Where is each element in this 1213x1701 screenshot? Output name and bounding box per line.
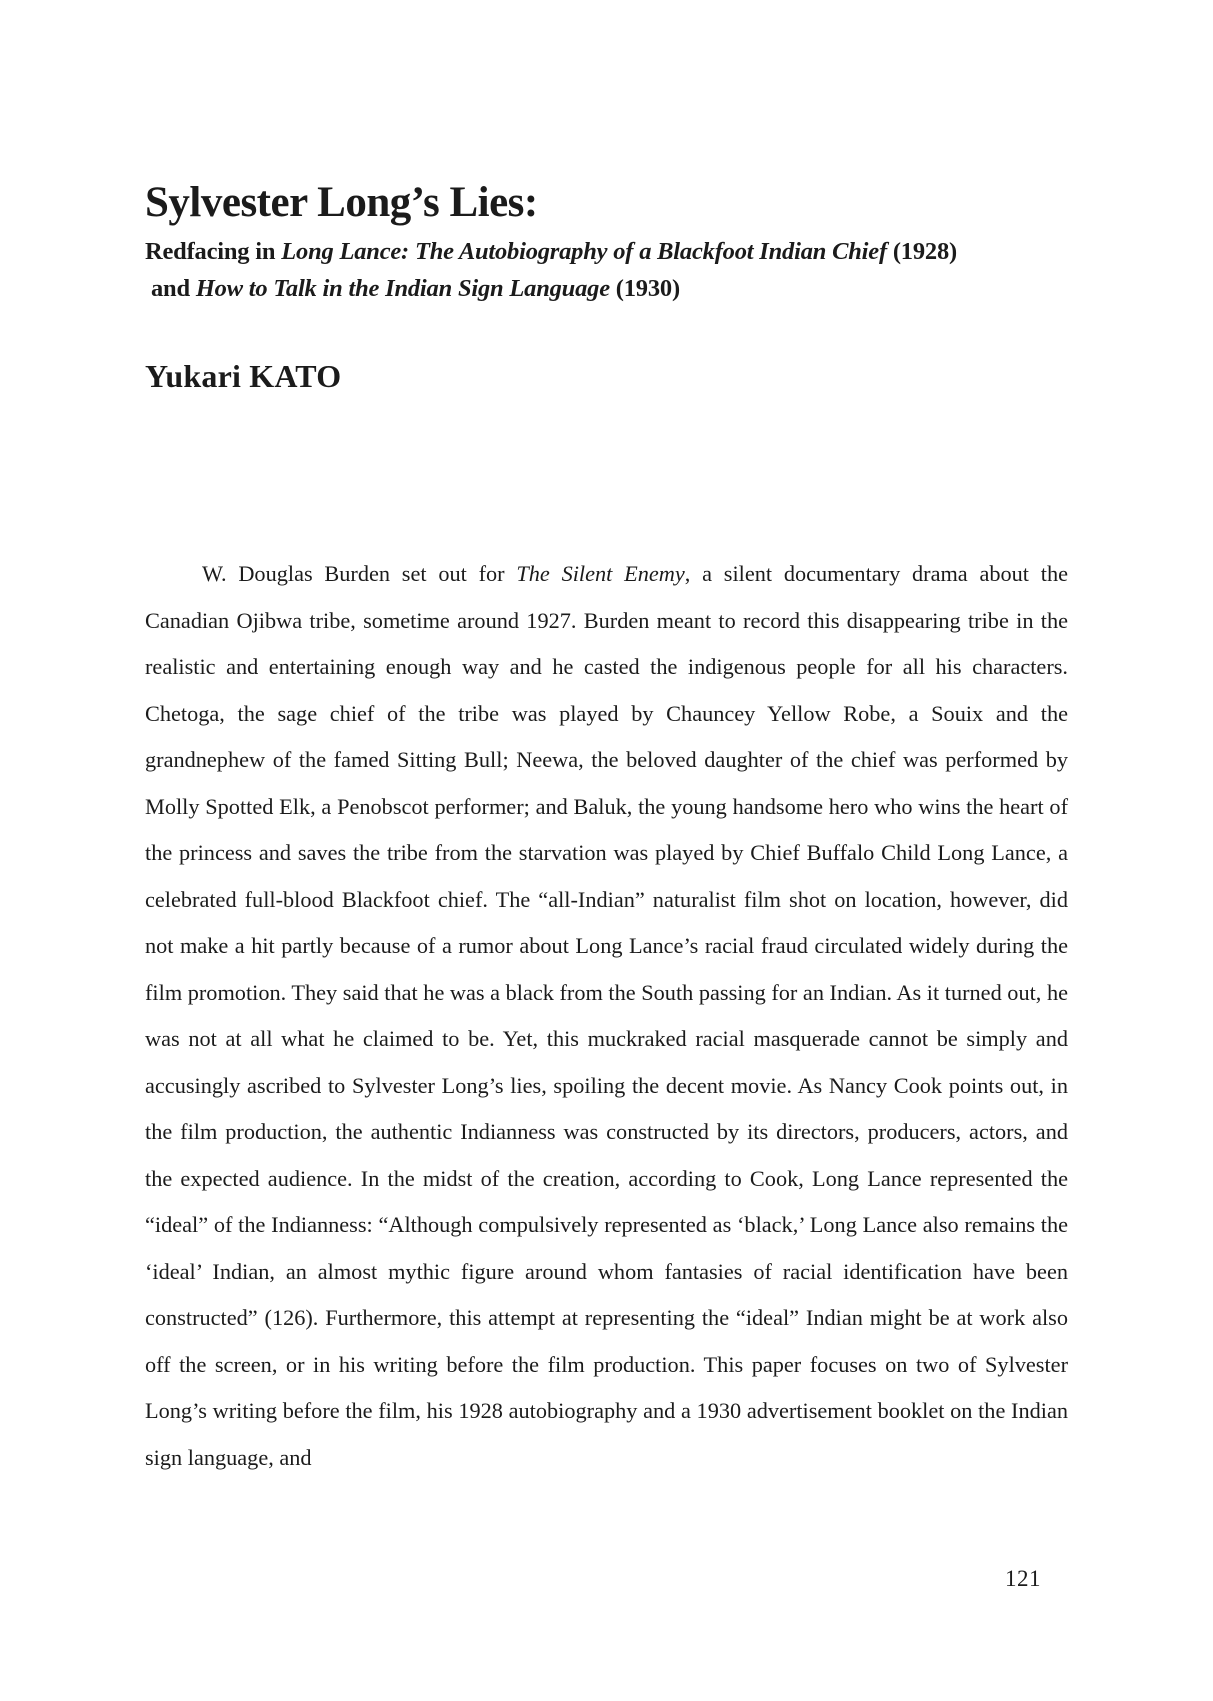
page-number: 121 <box>1005 1566 1041 1591</box>
body-paragraph: W. Douglas Burden set out for The Silent Enemy, a silent documentary drama about the Canadian Ojibwa tribe, sometime around 1927. Burden meant to record this disappearing tribe in the realistic and entertaining enough way and he casted the indigenous people for all his characters. Chetoga, the sage chief of the tribe was played by Chauncey Yellow Robe, a Souix and the grandnephew of the famed Sitting Bull; Neewa, the beloved daughter of the chief was performed by Molly Spotted Elk, a Penobscot performer; and Baluk, the young handsome hero who wins the heart of the princess and saves the tribe from the starvation was played by Chief Buffalo Child Long Lance, a celebrated full-blood Blackfoot chief. The “all-Indian” naturalist film shot on location, however, did not make a hit partly because of a rumor about Long Lance’s racial fraud circulated widely during the film promotion. They said that he was a black from the South passing for an Indian. As it turned out, he was not at all what he claimed to be. Yet, this muckraked racial masquerade cannot be simply and accusingly ascribed to Sylvester Long’s lies, spoiling the decent movie. As Nancy Cook points out, in the film production, the authentic Indianness was constructed by its directors, producers, actors, and the expected audience. In the midst of the creation, according to Cook, Long Lance represented the “ideal” of the Indianness: “Although compulsively represented as ‘black,’ Long Lance also remains the ‘ideal’ Indian, an almost mythic figure around whom fantasies of racial identification have been constructed” (126). Furthermore, this attempt at representing the “ideal” Indian might be at work also off the screen, or in his writing before the film production. This paper focuses on two of Sylvester Long’s writing before the film, his 1928 autobiography and a 1930 advertisement booklet on the Indian sign language, and <box>145 561 1069 1470</box>
author-name: Yukari KATO <box>145 358 342 394</box>
subtitle-line-2: and How to Talk in the Indian Sign Language (1930) <box>151 274 680 302</box>
title-block <box>145 178 1080 307</box>
subtitle-line-1: Redfacing in Long Lance: The Autobiography of a Blackfoot Indian Chief (1928) <box>145 238 957 266</box>
paper-subtitle <box>145 234 1080 307</box>
page-title: Sylvester Long’s Lies: <box>145 179 538 226</box>
